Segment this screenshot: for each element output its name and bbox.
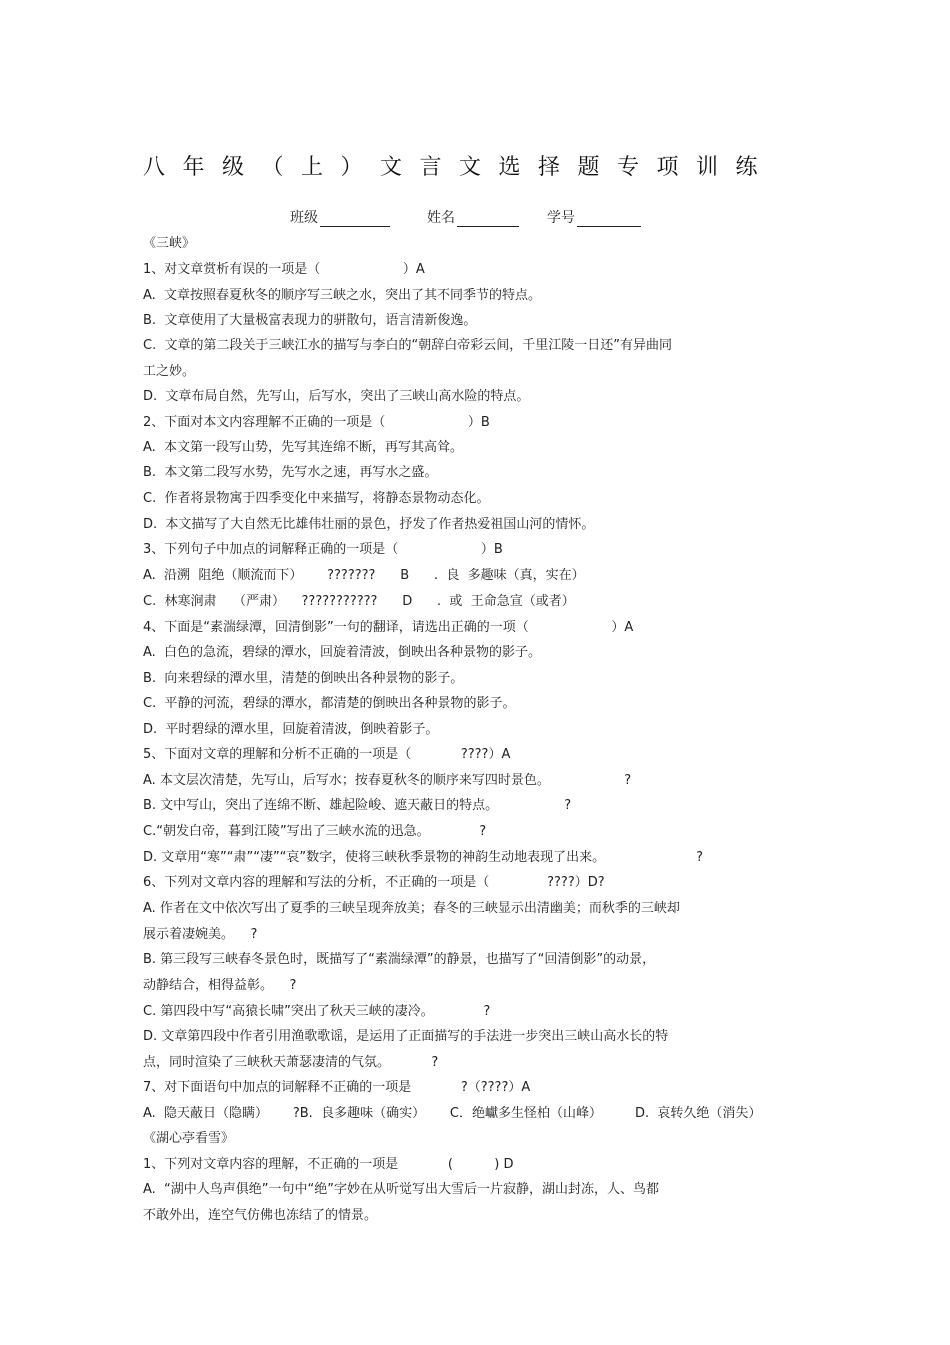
name-blank [457,212,519,227]
text-line: C. 平静的河流，碧绿的潭水，都清楚的倒映出各种景物的影子。 [143,696,516,711]
text-line: 工之妙。 [143,364,196,379]
text-line: B. 本文第二段写水势，先写水之速，再写水之盛。 [143,465,438,480]
text-line: D. 本文描写了大自然无比雄伟壮丽的景色，抒发了作者热爱祖国山河的情怀。 [143,517,595,532]
text-line: C. 文章的第二段关于三峡江水的描写与李白的“朝辞白帝彩云间，千里江陵一日还”有异曲同 [143,338,672,353]
text-line: B. 向来碧绿的潭水里，清楚的倒映出各种景物的影子。 [143,671,464,686]
text-line: 点，同时渲染了三峡秋天萧瑟凄清的气氛。 ? [143,1055,439,1070]
text-line: D. 文章用“寒”“肃”“凄”“哀”数字，使将三峡秋季景物的神韵生动地表现了出来。 ? [143,850,703,865]
text-line: C. 作者将景物寓于四季变化中来描写，将静态景物动态化。 [143,491,490,506]
text-line: B. 文中写山，突出了连绵不断、雄起险峻、遮天蔽日的特点。 ? [143,798,572,813]
id-label: 学号 [547,210,575,226]
text-line: A. 文章按照春夏秋冬的顺序写三峡之水，突出了其不同季节的特点。 [143,288,542,303]
text-line: 6、下列对文章内容的理解和写法的分析，不正确的一项是（ ????）D? [143,875,605,890]
text-line: A. 隐天蔽日（隐瞒） ?B. 良多趣味（确实） C．绝巘多生怪柏（山峰） D. 哀转久绝（消失） [143,1106,762,1121]
text-line: 7、对下面语句中加点的词解释不正确的一项是 ?（????）A [143,1080,531,1095]
name-label: 姓名 [427,210,455,226]
id-blank [577,212,641,227]
text-line: D. 文章第四段中作者引用渔歌歌谣，是运用了正面描写的手法进一步突出三峡山高水长的特 [143,1029,669,1044]
text-line: A. 本文层次清楚，先写山，后写水；按春夏秋冬的顺序来写四时景色。 ? [143,773,632,788]
text-line: A. 作者在文中依次写出了夏季的三峡呈现奔放美；春冬的三峡显示出清幽美；而秋季的三峡却 [143,901,680,916]
text-line: 动静结合，相得益彰。 ? [143,978,297,993]
text-line: C. 第四段中写“高猿长啸”突出了秋天三峡的凄冷。 ? [143,1004,491,1019]
text-line: C. 林寒涧肃 （严肃） ??????????? D . 或 王命急宣（或者） [143,594,575,609]
text-line: 1、对文章赏析有误的一项是（ ）A [143,262,425,277]
text-line: 1、下列对文章内容的理解，不正确的一项是 ( ) D [143,1157,514,1172]
text-line: D. 文章布局自然，先写山，后写水，突出了三峡山高水险的特点。 [143,389,530,404]
text-line: A. “湖中人鸟声俱绝”一句中“绝”字妙在从听觉写出大雪后一片寂静，湖山封冻，人、鸟都 [143,1182,660,1197]
text-line: C.“朝发白帝，暮到江陵”写出了三峡水流的迅急。 ? [143,824,487,839]
text-line: D. 平时碧绿的潭水里，回旋着清波，倒映着影子。 [143,722,439,737]
text-line: 5、下面对文章的理解和分析不正确的一项是（ ????）A [143,747,511,762]
class-label: 班级 [290,210,318,226]
class-field [290,207,390,227]
text-line: B. 第三段写三峡春冬景色时，既描写了“素湍绿潭”的静景，也描写了“回清倒影”的动景， [143,952,656,967]
page-title: 八年级（上）文言文选择题专项训练 [143,155,776,180]
text-line: B. 文章使用了大量极富表现力的骈散句，语言清新俊逸。 [143,313,477,328]
text-line: A. 沿溯 阻绝（顺流而下） ??????? B . 良 多趣味（真，实在） [143,568,585,583]
text-line: 《湖心亭看雪》 [143,1131,235,1146]
text-line: 展示着凄婉美。 ? [143,927,258,942]
text-line: 3、下列句子中加点的词解释正确的一项是（ ）B [143,542,503,557]
text-line: 2、下面对本文内容理解不正确的一项是（ ）B [143,415,490,430]
text-line: A. 白色的急流，碧绿的潭水，回旋着清波，倒映出各种景物的影子。 [143,645,542,660]
text-line: 4、下面是“素湍绿潭，回清倒影”一句的翻译，请选出正确的一项（ ）A [143,620,634,635]
name-field [427,207,519,227]
class-blank [320,212,390,227]
text-line: 《三峡》 [143,236,196,251]
student-id-field [547,207,641,227]
text-line: 不敢外出，连空气仿佛也冻结了的情景。 [143,1208,378,1223]
text-line: A. 本文第一段写山势，先写其连绵不断，再写其高耸。 [143,440,464,455]
